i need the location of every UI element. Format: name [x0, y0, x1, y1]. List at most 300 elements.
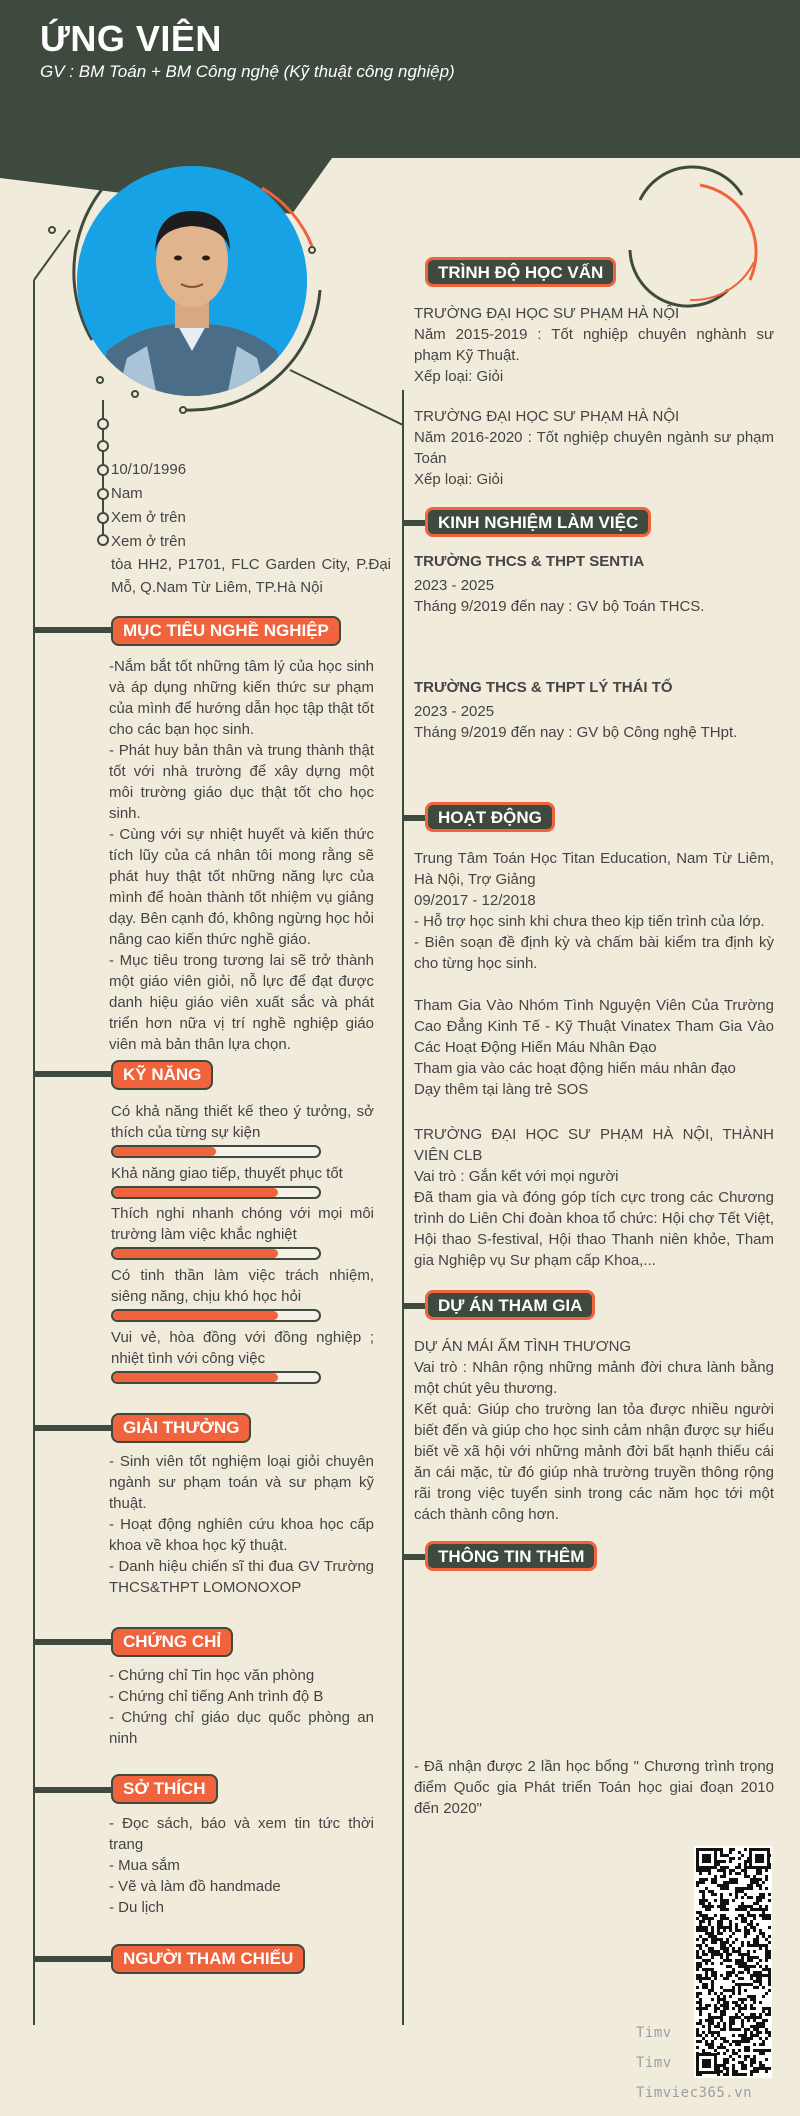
- qr-module: [738, 2004, 741, 2007]
- qr-module: [738, 1908, 741, 1911]
- qr-module: [768, 2007, 771, 2010]
- qr-module: [729, 1926, 732, 1929]
- qr-module: [762, 1986, 765, 1989]
- qr-module: [747, 2037, 750, 2040]
- qr-module: [750, 1887, 753, 1890]
- qr-module: [699, 1935, 702, 1938]
- qr-module: [702, 1869, 705, 1872]
- qr-module: [723, 2058, 726, 2061]
- qr-module: [750, 2037, 753, 2040]
- skill-level-fill: [113, 1188, 278, 1197]
- qr-module: [759, 1884, 762, 1887]
- qr-module: [738, 2043, 741, 2046]
- qr-module: [702, 1893, 705, 1896]
- education-grade: Xếp loại: Giỏi: [414, 368, 504, 385]
- qr-module: [720, 1944, 723, 1947]
- qr-module: [741, 1890, 744, 1893]
- qr-module: [723, 1899, 726, 1902]
- qr-module: [699, 1914, 702, 1917]
- qr-module: [702, 1941, 705, 1944]
- qr-module: [705, 1926, 708, 1929]
- section-title-education: TRÌNH ĐỘ HỌC VẤN: [425, 257, 616, 287]
- qr-module: [705, 2043, 708, 2046]
- qr-module: [702, 2049, 705, 2052]
- qr-module: [741, 1962, 744, 1965]
- qr-module: [714, 2049, 717, 2052]
- qr-module: [735, 1962, 738, 1965]
- qr-module: [744, 1965, 747, 1968]
- qr-module: [762, 1911, 765, 1914]
- qr-module: [705, 1944, 708, 1947]
- qr-module: [720, 1956, 723, 1959]
- qr-module: [753, 2034, 756, 2037]
- qr-module: [705, 1968, 708, 1971]
- qr-module: [711, 1893, 714, 1896]
- qr-module: [750, 1956, 753, 1959]
- qr-module: [759, 1980, 762, 1983]
- qr-module: [765, 1992, 768, 1995]
- qr-module: [741, 2034, 744, 2037]
- qr-module: [708, 1959, 711, 1962]
- qr-module: [741, 2001, 744, 2004]
- qr-module: [708, 1989, 711, 1992]
- qr-module: [744, 2046, 747, 2049]
- qr-module: [723, 1917, 726, 1920]
- qr-module: [756, 2016, 759, 2019]
- qr-module: [750, 2016, 753, 2019]
- activity-block-1: Trung Tâm Toán Học Titan Education, Nam Từ Liêm, Hà Nội, Trợ Giảng 09/2017 - 12/2018 - Hỗ trợ học sinh khi chưa theo kịp tiến trình của lớp. - Biên soạn đề định kỳ và chấm bài kiểm tra định kỳ cho từng học sinh.: [414, 850, 774, 972]
- qr-module: [738, 1989, 741, 1992]
- qr-module: [765, 1974, 768, 1977]
- qr-module: [738, 2034, 741, 2037]
- qr-module: [735, 1938, 738, 1941]
- qr-module: [756, 1881, 759, 1884]
- qr-module: [726, 2001, 729, 2004]
- qr-module: [729, 1971, 732, 1974]
- qr-module: [699, 2022, 702, 2025]
- qr-module: [753, 1878, 756, 1881]
- qr-module: [759, 1959, 762, 1962]
- qr-module: [741, 1977, 744, 1980]
- qr-module: [726, 1902, 729, 1905]
- qr-module: [720, 1923, 723, 1926]
- qr-module: [747, 1941, 750, 1944]
- qr-module: [708, 1935, 711, 1938]
- qr-module: [708, 1920, 711, 1923]
- qr-module: [738, 1953, 741, 1956]
- qr-module: [723, 1926, 726, 1929]
- qr-module: [756, 1935, 759, 1938]
- qr-module: [732, 2052, 735, 2055]
- qr-module: [723, 1884, 726, 1887]
- qr-module: [714, 2007, 717, 2010]
- qr-module: [747, 1956, 750, 1959]
- qr-module: [756, 2067, 759, 2070]
- qr-module: [720, 1893, 723, 1896]
- qr-module: [744, 2040, 747, 2043]
- qr-module: [711, 1878, 714, 1881]
- qr-module: [738, 1947, 741, 1950]
- qr-module: [756, 1899, 759, 1902]
- qr-module: [756, 1938, 759, 1941]
- qr-module: [729, 1935, 732, 1938]
- qr-module: [729, 1959, 732, 1962]
- qr-module: [744, 1920, 747, 1923]
- qr-module: [753, 1950, 756, 1953]
- qr-module: [741, 1953, 744, 1956]
- qr-module: [765, 1887, 768, 1890]
- qr-module: [759, 2031, 762, 2034]
- qr-module: [756, 1902, 759, 1905]
- qr-module: [729, 1851, 732, 1854]
- qr-module: [756, 2070, 759, 2073]
- qr-module: [732, 1941, 735, 1944]
- qr-module: [753, 1914, 756, 1917]
- qr-module: [723, 1866, 726, 1869]
- qr-module: [744, 1908, 747, 1911]
- qr-module: [765, 2007, 768, 2010]
- skill-level-fill: [113, 1249, 278, 1258]
- skill-level-fill: [113, 1373, 278, 1382]
- activity-block-2: Tham Gia Vào Nhóm Tình Nguyện Viên Của Trường Cao Đẳng Kinh Tế - Kỹ Thuật Vinatex Tham Gia Vào Các Hoạt Động Hiến Máu Nhân Đạo Tham gia vào các hoạt động hiến máu nhân đạo Dạy thêm tại làng trẻ SOS: [414, 997, 774, 1098]
- qr-module: [723, 1947, 726, 1950]
- qr-module: [747, 1968, 750, 1971]
- qr-module: [696, 1911, 699, 1914]
- qr-module: [717, 2016, 720, 2019]
- qr-module: [738, 1983, 741, 1986]
- qr-module: [750, 1965, 753, 1968]
- qr-module: [705, 1959, 708, 1962]
- education-detail: Năm 2016-2020 : Tốt nghiệp chuyên ngành sư phạm Toán: [414, 429, 774, 467]
- qr-module: [753, 1965, 756, 1968]
- qr-module: [759, 1878, 762, 1881]
- qr-module: [696, 2007, 699, 2010]
- qr-module: [729, 1878, 732, 1881]
- experience-detail: Tháng 9/2019 đến nay : GV bộ Toán THCS.: [414, 598, 705, 615]
- qr-module: [762, 1968, 765, 1971]
- qr-module: [717, 1920, 720, 1923]
- qr-module: [738, 2073, 741, 2076]
- date-of-birth: 10/10/1996: [111, 461, 187, 478]
- qr-module: [723, 2052, 726, 2055]
- skill-level-bar: [111, 1371, 321, 1384]
- qr-module: [729, 2019, 732, 2022]
- qr-module: [732, 2016, 735, 2019]
- qr-module: [726, 1974, 729, 1977]
- qr-module: [756, 1977, 759, 1980]
- qr-module: [699, 1872, 702, 1875]
- qr-module: [744, 2049, 747, 2052]
- qr-module: [759, 1914, 762, 1917]
- qr-module: [699, 1920, 702, 1923]
- qr-module: [744, 1968, 747, 1971]
- qr-module: [714, 1875, 717, 1878]
- qr-module: [759, 1944, 762, 1947]
- qr-module: [729, 1965, 732, 1968]
- qr-module: [723, 2067, 726, 2070]
- qr-module: [726, 2067, 729, 2070]
- qr-module: [747, 1911, 750, 1914]
- qr-module: [720, 1938, 723, 1941]
- qr-module: [768, 1989, 771, 1992]
- skill-label: Có khả năng thiết kế theo ý tưởng, sở thích của từng sự kiện: [111, 1103, 374, 1141]
- qr-module: [753, 2019, 756, 2022]
- qr-module: [717, 1884, 720, 1887]
- qr-module: [708, 1917, 711, 1920]
- qr-module: [723, 1941, 726, 1944]
- qr-module: [741, 1917, 744, 1920]
- qr-module: [702, 1926, 705, 1929]
- qr-module: [702, 1938, 705, 1941]
- qr-module: [741, 1854, 744, 1857]
- qr-module: [741, 1998, 744, 2001]
- qr-module: [753, 1917, 756, 1920]
- qr-module: [717, 1848, 720, 1851]
- qr-module: [705, 1962, 708, 1965]
- qr-module: [762, 2052, 765, 2055]
- qr-module: [756, 1944, 759, 1947]
- qr-module: [717, 2052, 720, 2055]
- qr-module: [762, 1995, 765, 1998]
- qr-module: [735, 2013, 738, 2016]
- qr-module: [726, 1887, 729, 1890]
- qr-module: [708, 1968, 711, 1971]
- education-school: TRƯỜNG ĐẠI HỌC SƯ PHẠM HÀ NỘI: [414, 408, 680, 425]
- qr-module: [768, 1950, 771, 1953]
- qr-module: [750, 1878, 753, 1881]
- qr-module: [720, 1974, 723, 1977]
- qr-module: [696, 1869, 699, 1872]
- qr-module: [720, 2019, 723, 2022]
- qr-module: [711, 1890, 714, 1893]
- qr-module: [720, 1941, 723, 1944]
- qr-module: [720, 1875, 723, 1878]
- qr-module: [711, 1905, 714, 1908]
- qr-module: [708, 2019, 711, 2022]
- qr-module: [741, 1983, 744, 1986]
- qr-module: [729, 2055, 732, 2058]
- qr-module: [747, 1932, 750, 1935]
- section-title-additional: THÔNG TIN THÊM: [425, 1541, 597, 1571]
- qr-module: [711, 1986, 714, 1989]
- qr-module: [753, 1998, 756, 2001]
- qr-module: [744, 2055, 747, 2058]
- qr-module: [744, 1917, 747, 1920]
- qr-module: [741, 1971, 744, 1974]
- qr-module: [711, 2022, 714, 2025]
- qr-module: [744, 1893, 747, 1896]
- qr-module: [705, 2040, 708, 2043]
- qr-module: [705, 1938, 708, 1941]
- qr-module: [762, 2043, 765, 2046]
- qr-module: [720, 1992, 723, 1995]
- qr-module: [732, 2040, 735, 2043]
- qr-module: [720, 1986, 723, 1989]
- qr-module: [729, 2022, 732, 2025]
- qr-module: [744, 2037, 747, 2040]
- qr-module: [699, 1911, 702, 1914]
- qr-module: [720, 2043, 723, 2046]
- qr-module: [702, 2059, 711, 2068]
- qr-module: [750, 2031, 753, 2034]
- qr-module: [762, 2064, 765, 2067]
- qr-module: [744, 1926, 747, 1929]
- qr-module: [717, 1950, 720, 1953]
- qr-module: [717, 1923, 720, 1926]
- qr-module: [753, 1908, 756, 1911]
- qr-module: [768, 1917, 771, 1920]
- qr-module: [762, 1881, 765, 1884]
- qr-module: [720, 1866, 723, 1869]
- qr-module: [741, 1956, 744, 1959]
- qr-module: [753, 1938, 756, 1941]
- qr-module: [699, 1998, 702, 2001]
- qr-module: [732, 1950, 735, 1953]
- qr-module: [732, 1881, 735, 1884]
- qr-module: [756, 2049, 759, 2052]
- qr-module: [768, 2010, 771, 2013]
- qr-module: [702, 1899, 705, 1902]
- qr-module: [732, 1992, 735, 1995]
- qr-module: [726, 1884, 729, 1887]
- qr-module: [759, 2061, 762, 2064]
- qr-module: [708, 1902, 711, 1905]
- education-detail: Năm 2015-2019 : Tốt nghiệp chuyên nghành sư phạm Kỹ Thuật.: [414, 326, 774, 364]
- skill-level-bar: [111, 1145, 321, 1158]
- qr-module: [723, 1989, 726, 1992]
- skill-label: Khả năng giao tiếp, thuyết phục tốt: [111, 1165, 343, 1182]
- qr-module: [714, 1899, 717, 1902]
- address: tòa HH2, P1701, FLC Garden City, P.Đại Mỗ, Q.Nam Từ Liêm, TP.Hà Nội: [111, 556, 391, 596]
- profile-photo: [77, 166, 307, 396]
- qr-module: [714, 2010, 717, 2013]
- qr-module: [732, 1848, 735, 1851]
- qr-module: [705, 1908, 708, 1911]
- qr-module: [705, 1887, 708, 1890]
- qr-module: [744, 1998, 747, 2001]
- qr-module: [702, 2037, 705, 2040]
- qr-module: [702, 1881, 705, 1884]
- experience-detail: Tháng 9/2019 đến nay : GV bộ Công nghệ THpt.: [414, 724, 738, 741]
- qr-module: [750, 2064, 753, 2067]
- qr-module: [729, 1872, 732, 1875]
- qr-module: [759, 1971, 762, 1974]
- qr-module: [765, 1968, 768, 1971]
- qr-module: [753, 2058, 756, 2061]
- section-title-skills: KỸ NĂNG: [111, 1060, 213, 1090]
- qr-module: [756, 1884, 759, 1887]
- qr-module: [702, 1890, 705, 1893]
- qr-module: [714, 1914, 717, 1917]
- qr-module: [696, 1884, 699, 1887]
- qr-module: [753, 1881, 756, 1884]
- qr-module: [726, 1866, 729, 1869]
- qr-module: [723, 1998, 726, 2001]
- qr-module: [747, 1983, 750, 1986]
- qr-module: [753, 1929, 756, 1932]
- qr-module: [699, 1890, 702, 1893]
- qr-module: [762, 1944, 765, 1947]
- qr-module: [744, 1989, 747, 1992]
- qr-module: [756, 2034, 759, 2037]
- qr-module: [717, 1953, 720, 1956]
- qr-module: [762, 1914, 765, 1917]
- qr-module: [744, 1872, 747, 1875]
- qr-module: [744, 2004, 747, 2007]
- qr-module: [708, 1908, 711, 1911]
- qr-module: [768, 1893, 771, 1896]
- qr-module: [762, 1893, 765, 1896]
- qr-module: [753, 1902, 756, 1905]
- qr-module: [708, 1992, 711, 1995]
- qr-module: [732, 1986, 735, 1989]
- qr-module: [762, 2049, 765, 2052]
- qr-module: [765, 1956, 768, 1959]
- qr-module: [717, 1926, 720, 1929]
- qr-module: [744, 1929, 747, 1932]
- qr-module: [732, 2034, 735, 2037]
- qr-module: [702, 1929, 705, 1932]
- qr-module: [723, 2046, 726, 2049]
- qr-module: [747, 1950, 750, 1953]
- qr-module: [741, 1896, 744, 1899]
- qr-module: [717, 2025, 720, 2028]
- qr-module: [735, 1896, 738, 1899]
- qr-module: [765, 2031, 768, 2034]
- qr-module: [723, 1950, 726, 1953]
- gender: Nam: [111, 485, 143, 502]
- qr-module: [723, 2061, 726, 2064]
- qr-module: [714, 1878, 717, 1881]
- qr-module: [750, 1884, 753, 1887]
- qr-module: [744, 1905, 747, 1908]
- qr-module: [717, 1938, 720, 1941]
- qr-module: [759, 2013, 762, 2016]
- qr-module: [699, 2004, 702, 2007]
- qr-module: [756, 2022, 759, 2025]
- qr-module: [720, 2070, 723, 2073]
- qr-module: [726, 1938, 729, 1941]
- qr-module: [759, 2037, 762, 2040]
- qr-module: [714, 1950, 717, 1953]
- qr-module: [711, 1989, 714, 1992]
- qr-module: [717, 1869, 720, 1872]
- qr-module: [735, 2016, 738, 2019]
- qr-module: [720, 1860, 723, 1863]
- qr-module: [702, 1953, 705, 1956]
- qr-module: [759, 1869, 762, 1872]
- qr-module: [729, 1857, 732, 1860]
- education-grade: Xếp loại: Giỏi: [414, 471, 504, 488]
- qr-module: [726, 1989, 729, 1992]
- qr-module: [759, 2022, 762, 2025]
- qr-module: [759, 1965, 762, 1968]
- qr-module: [723, 1977, 726, 1980]
- qr-module: [735, 2001, 738, 2004]
- qr-module: [726, 1971, 729, 1974]
- qr-module: [732, 2019, 735, 2022]
- qr-module: [744, 1887, 747, 1890]
- qr-module: [765, 1953, 768, 1956]
- qr-module: [729, 1944, 732, 1947]
- qr-module: [714, 1953, 717, 1956]
- qr-module: [762, 1932, 765, 1935]
- qr-module: [726, 1956, 729, 1959]
- qr-module: [741, 1920, 744, 1923]
- qr-module: [750, 1881, 753, 1884]
- skill-level-fill: [113, 1311, 278, 1320]
- qr-module: [726, 2061, 729, 2064]
